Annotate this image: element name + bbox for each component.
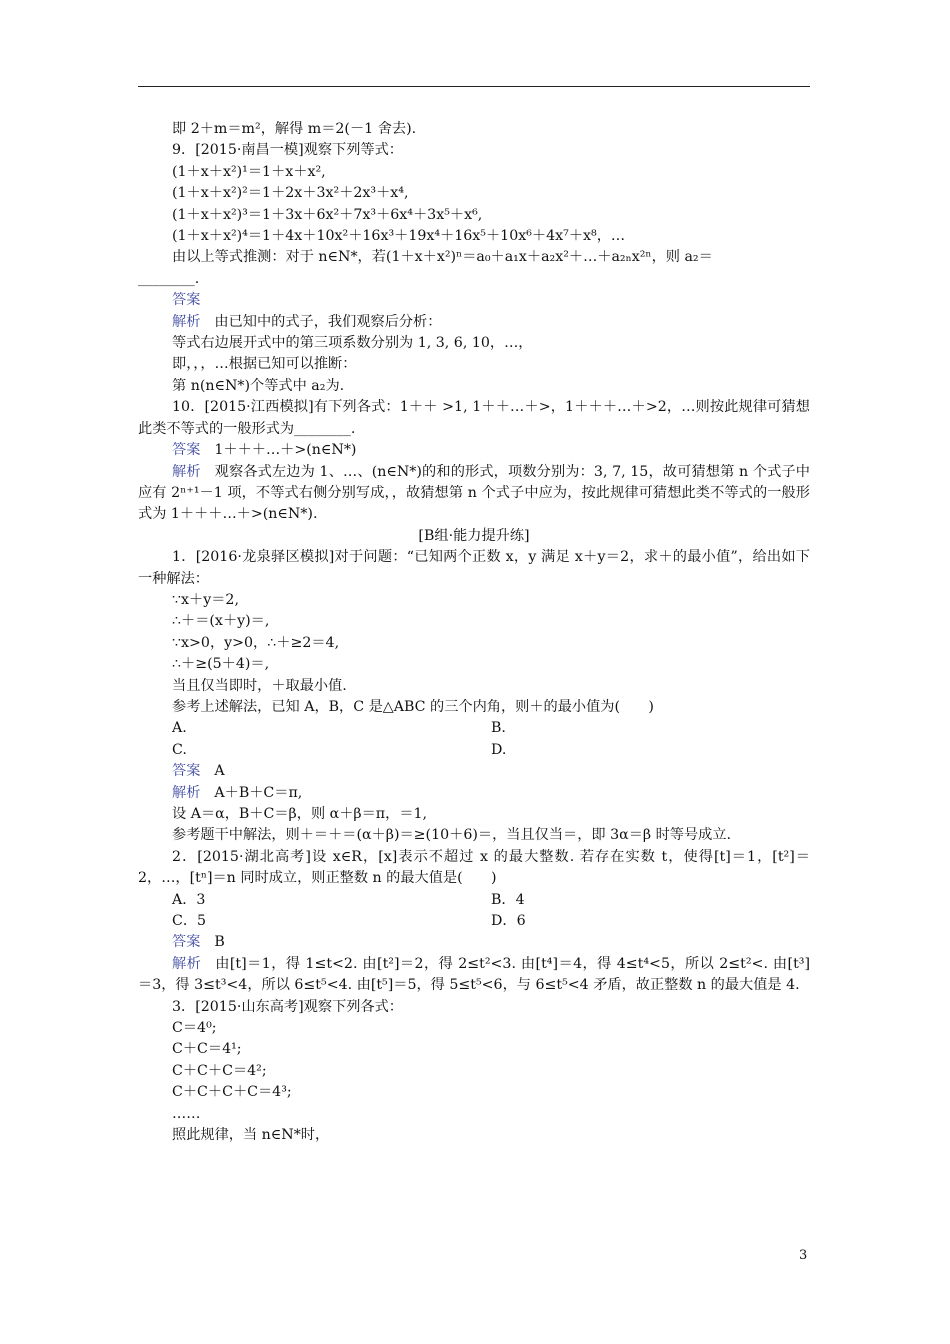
analysis-paragraph (138, 462, 810, 526)
analysis-text: 由[t]＝1，得 1≤t<2. 由[t²]＝2，得 2≤t²<3. 由[t⁴]＝4，得 4≤t⁴<5，所以 2≤t²<. 由[t³]＝3，得 3≤t³<4，所以 6≤t⁵<4. 由[t⁵]＝5，得 5≤t⁵<6，与 6≤t⁵<4 矛盾，故正整数 n 的最大值是 4. (138, 955, 810, 994)
text-line: 当且仅当即时，＋取最小值. (172, 677, 347, 694)
answer-label: 答案 (172, 934, 201, 951)
option-b: B．4 (491, 891, 525, 908)
analysis-label: 解析 (172, 955, 202, 972)
answer-line (138, 932, 810, 953)
answer-text: A (214, 763, 225, 780)
equation-line: C＝4⁰; (172, 1020, 217, 1037)
analysis-text: A＋B＋C＝π, (214, 784, 303, 801)
problem-9-title: 9．[2015·南昌一模]观察下列等式： (172, 142, 403, 159)
blank-line: ________. (138, 270, 200, 287)
analysis-paragraph (138, 954, 810, 997)
option-c: C. (172, 741, 187, 758)
equation-line: C＋C＝4¹; (172, 1041, 242, 1058)
problem-b2: 2．[2015·湖北高考]设 x∈R，[x]表示不超过 x 的最大整数. 若存在实数 t，使得[t]＝1，[t²]＝2，…，[tⁿ]＝n 同时成立，则正整数 n 的最大值是( ) (138, 848, 810, 887)
analysis-label: 解析 (172, 313, 201, 330)
analysis-text: 观察各式左边为 1、…、(n∈N*)的和的形式，项数分别为：3, 7, 15，故可猜想第 n 个式子中应有 2ⁿ⁺¹－1 项，不等式右侧分别写成，，故猜想第 n 个式子中应为，按此规律可猜想此类不等式的一般形式为 1＋＋＋…＋>(n∈N*). (138, 463, 810, 523)
answer-line (138, 440, 810, 461)
answer-label: 答案 (172, 292, 201, 309)
text-line: ∵x＋y＝2, (172, 591, 239, 608)
text-line: 设 A＝α，B＋C＝β，则 α＋β＝π，＝1, (172, 806, 428, 822)
problem-b3-title: 3．[2015·山东高考]观察下列各式： (172, 998, 403, 1015)
option-d: D．6 (491, 913, 526, 930)
text-paragraph: 参考题干中解法，则＋＝＋＝(α＋β)＝≥(10＋6)＝，当且仅当＝，即 3α＝β 时等号成立. (172, 827, 732, 844)
equation-line: (1＋x＋x²)³＝1＋3x＋6x²＋7x³＋6x⁴＋3x⁵＋x⁶, (172, 206, 483, 223)
equation-line: C＋C＋C＝4²; (172, 1062, 267, 1079)
analysis-label: 解析 (172, 463, 201, 480)
options-row (138, 718, 810, 739)
answer-label: 答案 (172, 442, 201, 459)
option-a: A．3 (172, 891, 206, 908)
analysis-line (138, 783, 810, 804)
option-c: C．5 (172, 913, 207, 930)
answer-line (138, 290, 810, 311)
options-row (138, 911, 810, 932)
text-line: ∵x>0，y>0，∴＋≥2＝4, (172, 634, 340, 651)
equation-line: (1＋x＋x²)²＝1＋2x＋3x²＋2x³＋x⁴, (172, 185, 409, 202)
analysis-text: 由已知中的式子，我们观察后分析： (214, 313, 442, 330)
equation-line: (1＋x＋x²)⁴＝1＋4x＋10x²＋16x³＋19x⁴＋16x⁵＋10x⁶＋4x⁷＋x⁸，… (172, 228, 626, 245)
analysis-label: 解析 (172, 784, 201, 801)
options-row (138, 740, 810, 761)
text-line: 参考上述解法，已知 A，B，C 是△ABC 的三个内角，则＋的最小值为( ) (172, 698, 654, 715)
text-line: ∴＋≥(5＋4)＝, (172, 656, 270, 673)
problem-b1: 1．[2016·龙泉驿区模拟]对于问题：“已知两个正数 x，y 满足 x＋y＝2，求＋的最小值”，给出如下一种解法： (138, 549, 810, 587)
text-line: 即 2＋m＝m²，解得 m＝2(－1 舍去). (172, 121, 417, 137)
answer-line (138, 761, 810, 782)
answer-text: B (214, 934, 225, 951)
text-line: ∴＋＝(x＋y)＝, (172, 613, 270, 630)
option-d: D. (491, 741, 507, 758)
equation-line: (1＋x＋x²)¹＝1＋x＋x², (172, 163, 326, 180)
text-line: 照此规律，当 n∈N*时， (172, 1127, 330, 1144)
option-a: A. (172, 720, 187, 737)
ellipsis-line: …… (172, 1105, 201, 1122)
text-line: 等式右边展开式中的第三项系数分别为 1, 3, 6, 10，…， (172, 335, 533, 352)
answer-text: 1＋＋＋…＋>(n∈N*) (214, 442, 357, 459)
answer-label: 答案 (172, 763, 201, 780)
text-line: 第 n(n∈N*)个等式中 a₂为. (172, 377, 345, 394)
options-row (138, 890, 810, 911)
header-rule (138, 86, 810, 87)
section-heading: [B组·能力提升练] (418, 527, 530, 544)
page-body (138, 119, 810, 1147)
problem-10: 10．[2015·江西模拟]有下列各式：1＋＋ >1, 1＋＋…＋>，1＋＋＋…＋>2，…则按此规律可猜想此类不等式的一般形式为________. (138, 399, 810, 437)
text-line: 即，，，…根据已知可以推断： (172, 356, 357, 373)
page-number: 3 (799, 1248, 808, 1263)
option-b: B. (491, 720, 506, 737)
analysis-line (138, 312, 810, 333)
equation-line: C＋C＋C＋C＝4³; (172, 1084, 292, 1101)
text-line: 由以上等式推测：对于 n∈N*，若(1＋x＋x²)ⁿ＝a₀＋a₁x＋a₂x²＋…＋a₂ₙx²ⁿ，则 a₂＝ (172, 249, 713, 266)
